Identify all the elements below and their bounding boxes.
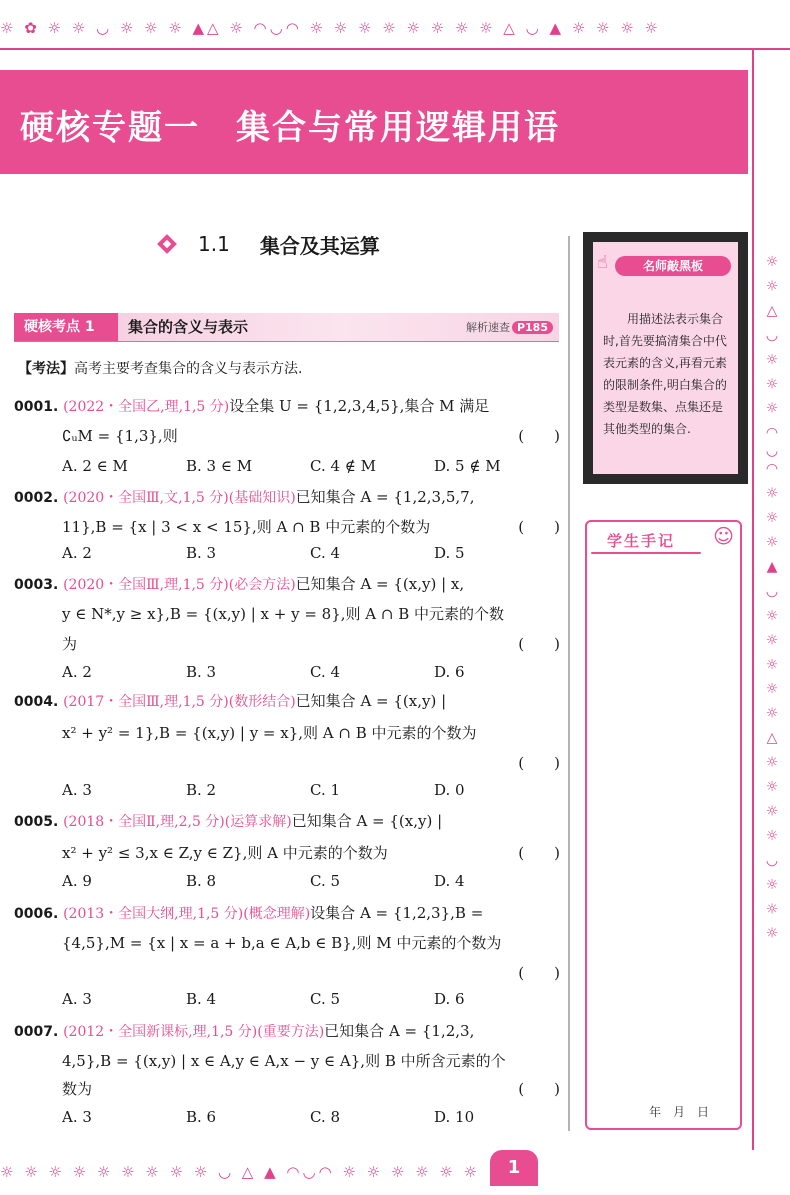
option-b: B. 2 — [186, 781, 217, 799]
teacher-blackboard-panel — [583, 232, 748, 484]
problem-text-line: 设全集 U = {1,2,3,4,5},集合 M 满足 — [229, 397, 490, 415]
decorative-border-bottom: ☼ ☼ ☼ ☼ ☼ ☼ ☼ ☼ ☼ ◡ △ ▲ ◠◡◠ ☼ ☼ ☼ ☼ ☼ ☼ — [0, 1163, 480, 1181]
pointing-hand-icon: ☝ — [597, 252, 608, 273]
option-d: D. 6 — [434, 663, 465, 681]
problem-text-line: x² + y² ≤ 3,x ∈ Z,y ∈ Z},则 A 中元素的个数为 — [62, 844, 388, 862]
answer-blank: ( ) — [518, 844, 560, 862]
section-heading — [160, 226, 380, 262]
cartoon-face-icon: ☺ — [713, 524, 734, 548]
problem-text-line: 数为 — [62, 1080, 93, 1098]
problem-text-line: ∁ᵤM = {1,3},则 — [62, 427, 178, 445]
problem-number: 0002. — [14, 490, 59, 506]
exam-focus — [18, 358, 302, 378]
option-c: C. 5 — [310, 990, 341, 1008]
problem-item — [14, 486, 562, 571]
keypoint-title: 集合的含义与表示 — [128, 318, 249, 336]
decorative-border-top: ☼ ✿ ☼ ☼ ◡ ☼ ☼ ☼ ▲△ ☼ ◠◡◠ ☼ ☼ ☼ ☼ ☼ ☼ ☼ ☼ △ ◡ ▲ ☼ ☼ ☼ ☼ — [0, 8, 790, 50]
option-b: B. 3 — [186, 663, 217, 681]
answer-lookup-link[interactable] — [466, 319, 553, 335]
problem-source: (2020・全国Ⅲ,理,1,5 分)(必会方法) — [63, 577, 296, 593]
problem-item — [14, 395, 562, 480]
problem-text-line: y ∈ N*,y ≥ x},B = {(x,y) | x + y = 8},则 A ∩ B 中元素的个数 — [62, 605, 505, 623]
problem-text-line: 为 — [62, 635, 78, 653]
keypoint-tag: 硬核考点 1 — [14, 313, 118, 341]
blackboard-title: 名师敲黑板 — [615, 256, 731, 276]
option-d: D. 10 — [434, 1108, 475, 1126]
problem-item — [14, 573, 562, 685]
problem-text-line: 已知集合 A = {1,2,3, — [324, 1022, 475, 1040]
option-a: A. 2 — [62, 544, 92, 562]
option-a: A. 3 — [62, 781, 92, 799]
option-a: A. 9 — [62, 872, 92, 890]
option-c: C. 4 ∉ M — [310, 457, 377, 475]
problem-source: (2020・全国Ⅲ,文,1,5 分)(基础知识) — [63, 490, 296, 506]
blackboard-text: 用描述法表示集合时,首先要搞清集合中代表元素的含义,再看元素的限制条件,明白集合的类型是数集、点集还是其他类型的集合. — [603, 312, 727, 436]
option-b: B. 6 — [186, 1108, 217, 1126]
option-b: B. 3 ∈ M — [186, 457, 253, 475]
answer-blank: ( ) — [518, 427, 560, 445]
section-number: 1.1 — [198, 232, 230, 256]
problem-text-line: 4,5},B = {(x,y) | x ∈ A,y ∈ A,x − y ∈ A},则 B 中所含元素的个 — [62, 1052, 506, 1070]
option-b: B. 8 — [186, 872, 217, 890]
option-d: D. 6 — [434, 990, 465, 1008]
problem-number: 0001. — [14, 399, 59, 415]
option-a: A. 2 — [62, 663, 92, 681]
answer-blank: ( ) — [518, 518, 560, 536]
chapter-title: 硬核专题一 集合与常用逻辑用语 — [20, 108, 560, 148]
option-a: A. 2 ∈ M — [62, 457, 128, 475]
option-c: C. 4 — [310, 663, 341, 681]
problem-item — [14, 1020, 562, 1132]
problem-text-line: 已知集合 A = {(x,y) | — [291, 812, 443, 830]
problem-item — [14, 690, 562, 802]
section-name: 集合及其运算 — [259, 233, 380, 258]
notes-date-label: 年 月 日 — [649, 1105, 710, 1119]
answer-lookup-label: 解析速查 — [465, 321, 510, 334]
keypoint-bar — [14, 313, 559, 342]
option-b: B. 3 — [186, 544, 217, 562]
problem-source: (2012・全国新课标,理,1,5 分)(重要方法) — [63, 1024, 325, 1040]
problem-text-line: {4,5},M = {x | x = a + b,a ∈ A,b ∈ B},则 M 中元素的个数为 — [62, 934, 502, 952]
problem-item — [14, 810, 562, 895]
problem-text-line: x² + y² = 1},B = {(x,y) | y = x},则 A ∩ B 中元素的个数为 — [62, 724, 477, 742]
option-a: A. 3 — [62, 990, 92, 1008]
notes-swoosh-decoration — [591, 552, 701, 554]
problem-source: (2022・全国乙,理,1,5 分) — [63, 399, 230, 415]
answer-page-badge: P185 — [512, 321, 553, 334]
problem-source: (2018・全国Ⅱ,理,2,5 分)(运算求解) — [63, 814, 292, 830]
option-a: A. 3 — [62, 1108, 92, 1126]
problem-number: 0006. — [14, 906, 59, 922]
diamond-icon — [157, 234, 177, 254]
option-d: D. 4 — [434, 872, 465, 890]
problem-item — [14, 902, 562, 1014]
option-b: B. 4 — [186, 990, 217, 1008]
column-divider — [568, 236, 570, 1131]
exam-focus-text: 高考主要考查集合的含义与表示方法. — [74, 361, 303, 377]
problem-text-line: 已知集合 A = {(x,y) | x, — [295, 575, 465, 593]
option-c: C. 4 — [310, 544, 341, 562]
option-c: C. 5 — [310, 872, 341, 890]
option-d: D. 5 ∉ M — [434, 457, 501, 475]
blackboard-inner — [593, 242, 738, 474]
problem-source: (2017・全国Ⅲ,理,1,5 分)(数形结合) — [63, 694, 296, 710]
student-notes-panel[interactable] — [585, 520, 742, 1130]
problem-number: 0007. — [14, 1024, 59, 1040]
answer-blank: ( ) — [518, 754, 560, 772]
decorative-border-right: ☼ ☼ △ ◡ ☼ ☼ ☼ ◠◡◠ ☼ ☼ ☼ ▲ ◡ ☼ ☼ ☼ ☼ ☼ △ ☼ ☼ ☼ ☼ ◡ ☼ ☼ ☼ — [752, 48, 790, 1150]
problem-number: 0003. — [14, 577, 59, 593]
problem-text-line: 设集合 A = {1,2,3},B = — [310, 904, 484, 922]
problem-number: 0004. — [14, 694, 59, 710]
option-d: D. 5 — [434, 544, 465, 562]
chapter-banner — [0, 70, 748, 174]
notes-title: 学生手记 — [607, 532, 676, 550]
page-number: 1 — [490, 1150, 538, 1186]
problem-text-line: 已知集合 A = {1,2,3,5,7, — [295, 488, 475, 506]
problem-number: 0005. — [14, 814, 59, 830]
problem-text-line: 已知集合 A = {(x,y) | — [295, 692, 447, 710]
option-d: D. 0 — [434, 781, 465, 799]
answer-blank: ( ) — [518, 964, 560, 982]
problem-source: (2013・全国大纲,理,1,5 分)(概念理解) — [63, 906, 311, 922]
option-c: C. 8 — [310, 1108, 341, 1126]
answer-blank: ( ) — [518, 635, 560, 653]
problem-text-line: 11},B = {x | 3 < x < 15},则 A ∩ B 中元素的个数为 — [62, 518, 431, 536]
exam-focus-label: 【考法】 — [18, 361, 74, 377]
option-c: C. 1 — [310, 781, 341, 799]
answer-blank: ( ) — [518, 1080, 560, 1098]
